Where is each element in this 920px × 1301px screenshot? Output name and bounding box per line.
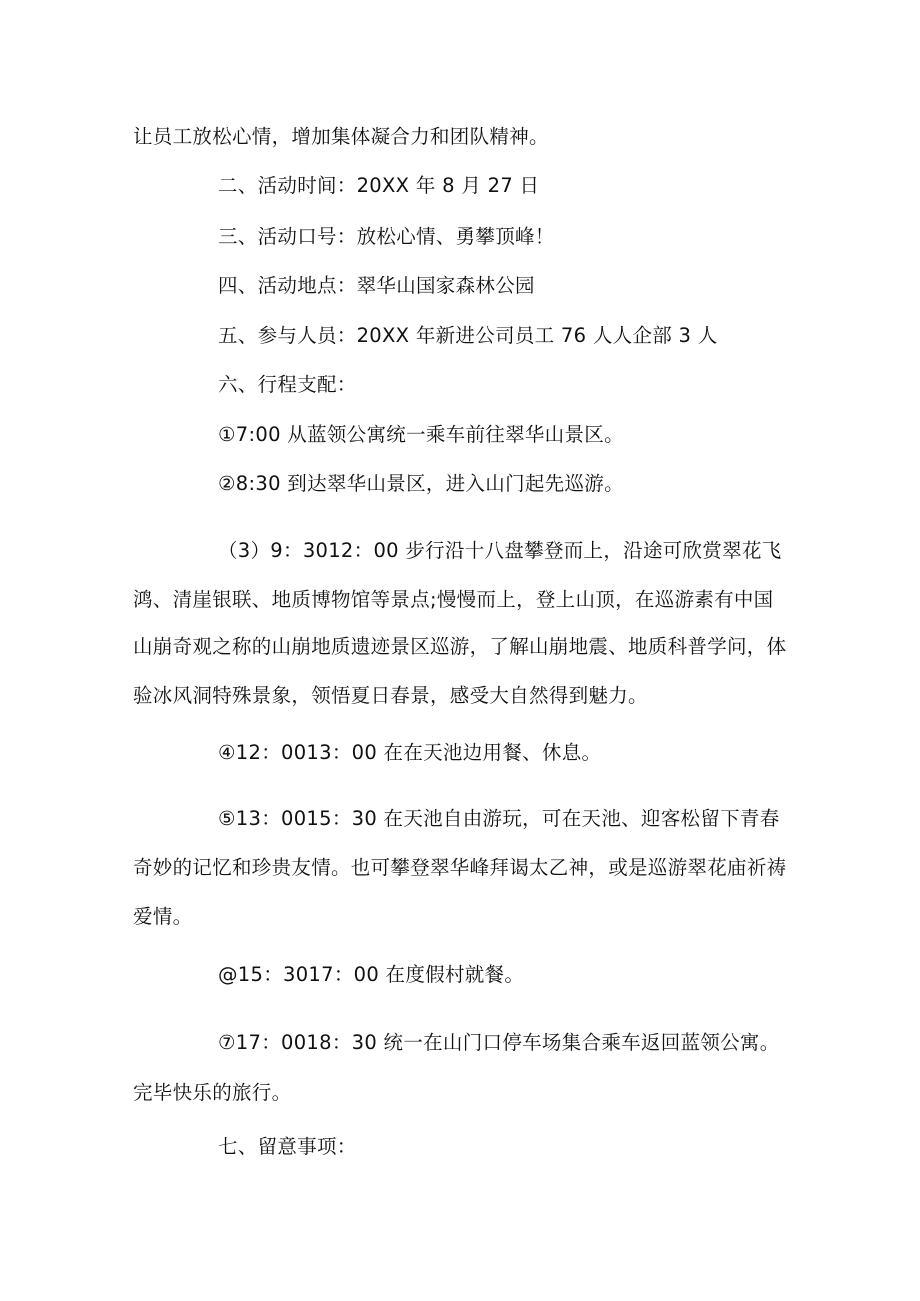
itinerary-step-5-line-3: 爱情。 [133,905,193,928]
paragraph-activity-slogan: 三、活动口号：放松心情、勇攀顶峰！ [218,225,555,248]
paragraph-intro-tail-line-1: 让员工放松心情，增加集体凝合力和团队精神。 [133,125,549,148]
paragraph-activity-location: 四、活动地点：翠华山国家森林公园 [218,274,535,297]
itinerary-step-3-line-2: 鸿、清崖银联、地质博物馆等景点;慢慢而上，登上山顶，在巡游素有中国 [133,588,774,611]
itinerary-step-4: ④12：0013：00 在在天池边用餐、休息。 [218,741,602,764]
itinerary-step-3-line-3: 山崩奇观之称的山崩地质遗迹景区巡游，了解山崩地震、地质科普学问，体 [133,635,787,658]
itinerary-step-6: @15：3017：00 在度假村就餐。 [218,963,525,986]
paragraph-activity-time: 二、活动时间：20XX 年 8 月 27 日 [218,174,540,197]
itinerary-step-7-line-2: 完毕快乐的旅行。 [133,1081,292,1104]
itinerary-step-5-line-1: ⑤13：0015：30 在天池自由游玩，可在天池、迎客松留下青春 [218,807,780,830]
itinerary-step-1: ①7:00 从蓝领公寓统一乘车前往翠华山景区。 [218,423,624,446]
itinerary-step-5-line-2: 奇妙的记忆和珍贵友情。也可攀登翠华峰拜谒太乙神，或是巡游翠花庙祈祷 [133,856,787,879]
itinerary-step-3-line-4: 验冰风洞特殊景象，领悟夏日春景，感受大自然得到魅力。 [133,684,648,707]
paragraph-itinerary-heading: 六、行程支配： [218,373,357,396]
itinerary-step-2: ②8:30 到达翠华山景区，进入山门起先巡游。 [218,472,624,495]
itinerary-step-7-line-1: ⑦17：0018：30 统一在山门口停车场集合乘车返回蓝领公寓。 [218,1031,780,1054]
itinerary-step-3-line-1: （3）9：3012：00 步行沿十八盘攀登而上，沿途可欣赏翠花飞 [218,539,782,562]
paragraph-participants: 五、参与人员：20XX 年新进公司员工 76 人人企部 3 人 [218,324,718,347]
paragraph-notes-heading: 七、留意事项： [218,1135,357,1158]
